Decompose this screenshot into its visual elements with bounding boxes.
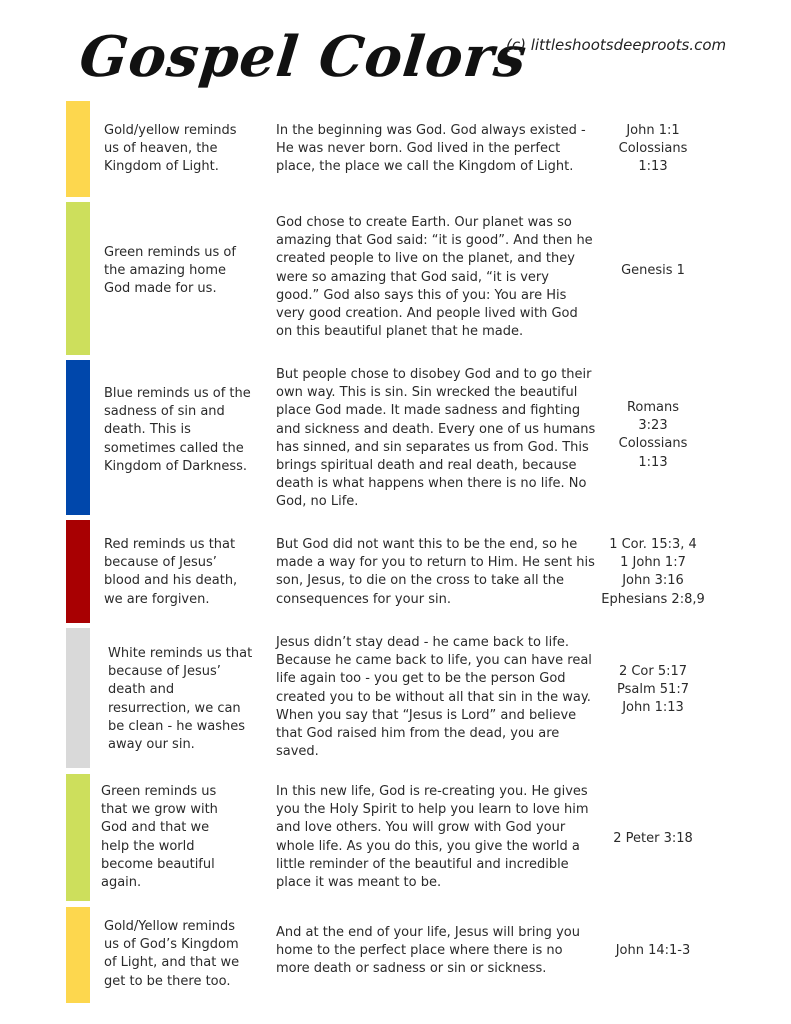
color-meaning: Red reminds us that because of Jesus’ blood and his death, we are forgiven. [104,537,238,607]
scripture-refs [598,942,708,960]
story-text: In this new life, God is re-creating you. He gives you the Holy Spirit to help you learn to love him and love others. You will grow with God your whole life. As you do this, you give the world a little reminder of the beautiful and incredible place it was meant to be. [276,784,589,891]
story-text: God chose to create Earth. Our planet was so amazing that God said: “it is good”. And then he created people to live on the planet, and they were so amazing that God said, “it is very good.” God also says this of you: You are His very good creation. And people lived with God on this beautiful planet that he made. [276,215,593,340]
color-bar [66,202,90,355]
color-meaning: Green reminds us of the amazing home God made for us. [104,245,236,297]
story-text: But people chose to disobey God and to go their own way. This is sin. Sin wrecked the beautiful place God made. It made sadness and fighting and sickness and death. Every one of us humans has sinned, and sin separates us from God. This brings spiritual death and real death, because death is what happens when there is no life. No God, no Life. [276,367,596,510]
scripture-ref: Ephesians 2:8,9 [601,591,705,607]
story-text: And at the end of your life, Jesus will bring you home to the perfect place where there is no more death or sadness or sin or sickness. [276,925,580,977]
scripture-ref: 1 Cor. 15:3, 4 [609,537,697,552]
scripture-ref: Psalm 51:7 [617,682,689,698]
scripture-refs [598,122,708,177]
scripture-ref: Genesis 1 [621,263,685,278]
scripture-ref: 2 Cor 5:17 [618,664,688,679]
scripture-ref: John 3:16 [622,573,684,589]
scripture-ref: John 1:1 [626,123,680,138]
scripture-refs [598,399,708,472]
color-meaning: Gold/yellow reminds us of heaven, the Kingdom of Light. [104,123,237,175]
page-title: Gospel Colors [76,24,531,90]
color-row-gold-heaven [0,101,791,197]
scripture-ref: 1 John 1:7 [620,555,686,571]
color-bar [66,360,90,515]
scripture-ref: Romans [626,400,680,415]
color-meaning: Green reminds us that we grow with God and that we help the world become beautiful again. [101,784,218,891]
scripture-ref: 2 Peter 3:18 [613,831,693,846]
scripture-ref: Colossians [618,436,688,452]
color-row-green-grow [0,774,791,901]
scripture-refs [598,663,708,718]
scripture-ref: John 1:13 [622,700,684,716]
story-text: Jesus didn’t stay dead - he came back to life. Because he came back to life, you can have real life again too - you get to be the person God created you to be without all that sin in the way. When you say that “Jesus is Lord” and believe that God raised him from the dead, you are saved. [276,635,592,760]
story-text: But God did not want this to be the end, so he made a way for you to return to Him. He sent his son, Jesus, to die on the cross to take all the consequences for your sin. [276,537,595,607]
scripture-refs [598,536,708,609]
color-row-white-clean [0,628,791,768]
color-bar [66,101,90,197]
color-bar [66,628,90,768]
scripture-ref: 1:13 [638,159,668,175]
color-row-gold-kingdom [0,907,791,1003]
color-bar [66,520,90,623]
color-row-blue-sin [0,360,791,515]
scripture-refs [598,830,708,848]
scripture-ref: 1:13 [638,454,668,470]
color-bar [66,907,90,1003]
color-row-green-home [0,202,791,355]
color-meaning: White reminds us that because of Jesus’ death and resurrection, we can be clean - he washes away our sin. [108,646,253,753]
story-text: In the beginning was God. God always existed - He was never born. God lived in the perfect place, the place we call the Kingdom of Light. [276,123,586,175]
scripture-ref: Colossians [618,141,688,157]
scripture-ref: 3:23 [638,418,668,434]
copyright-credit: (c) littleshootsdeeproots.com [506,36,727,54]
color-meaning: Blue reminds us of the sadness of sin and death. This is sometimes called the Kingdom of Darkness. [104,386,251,474]
color-bar [66,774,90,901]
scripture-refs [598,262,708,280]
color-meaning: Gold/Yellow reminds us of God’s Kingdom of Light, and that we get to be there too. [104,919,240,989]
color-row-red-forgiven [0,520,791,623]
scripture-ref: John 14:1-3 [615,943,691,958]
